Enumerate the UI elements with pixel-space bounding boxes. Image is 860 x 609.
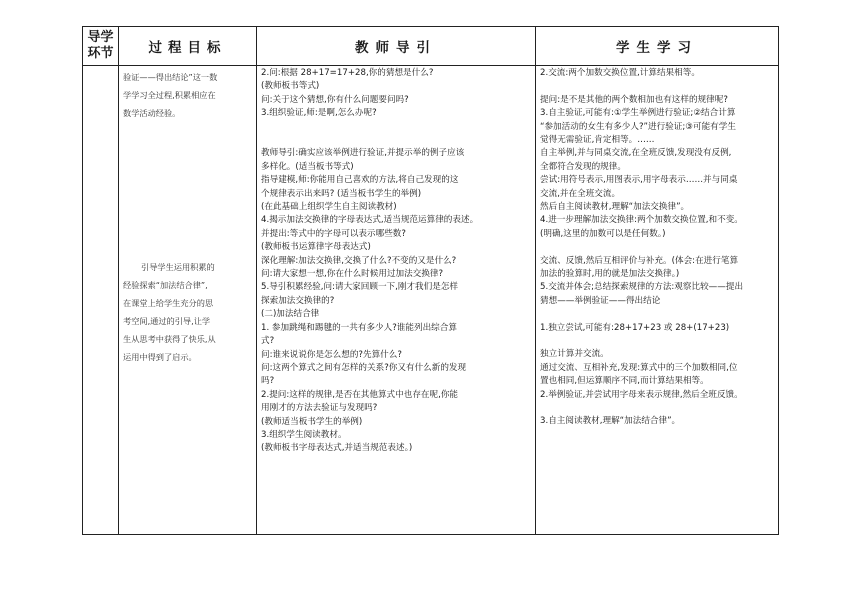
teacher-line: (教师适当板书学生的举例): [261, 416, 363, 427]
goal-text-2c: 在课堂上给学生充分的思: [123, 298, 214, 308]
teacher-guide-cell: [257, 66, 536, 535]
goal-text-1a: 验证——得出结论”这一数: [123, 72, 218, 82]
spacer: [261, 121, 532, 148]
student-line: 自主举例,并与同桌交流,在全班反馈,发现没有反例,: [540, 148, 732, 159]
spacer: [540, 335, 775, 348]
teacher-section-heading: (二)加法结合律: [261, 309, 320, 320]
goal-text-2d: 考空间,通过的引导,让学: [123, 316, 211, 326]
student-line: “参加活动的女生有多少人?”进行验证;③可能有学生: [540, 121, 736, 132]
student-line: 置也相同,但运算顺序不同,而计算结果相等。: [540, 376, 709, 387]
student-line: 3.自主阅读教材,理解“加法结合律”。: [540, 416, 681, 427]
teacher-line: 指导建模,师:你能用自己喜欢的方法,将自己发现的这: [261, 175, 459, 186]
teacher-line: 个规律表示出来吗? (适当板书学生的举例): [261, 188, 422, 199]
student-line: 交流、反馈,然后互相评价与补充。(体会:在进行笔算: [540, 255, 739, 266]
teacher-line: 2.问:根据 28+17=17+28,你的猜想是什么?: [261, 68, 434, 78]
student-line: 2.举例验证,并尝试用字母来表示规律,然后全班反馈。: [540, 389, 743, 400]
header-stage: [83, 27, 119, 66]
student-line: 猜想——举例验证——得出结论: [540, 295, 661, 306]
lesson-plan-table: [82, 26, 779, 535]
student-line: 提问:是不是其他的两个数相加也有这样的规律呢?: [540, 94, 728, 105]
teacher-line: 探索加法交换律的?: [261, 295, 335, 306]
goal-cell: [119, 66, 257, 535]
header-row: [83, 27, 779, 66]
teacher-line: (教师板书运算律字母表达式): [261, 242, 371, 253]
header-stage-line2: 环节: [87, 46, 114, 61]
teacher-line: 用刚才的方法去验证与发现吗?: [261, 403, 378, 414]
spacer: [540, 402, 775, 415]
student-line: 然后自主阅读教材,理解“加法交换律”。: [540, 202, 690, 213]
student-line: 通过交流、互相补充,发现:算式中的三个加数相同,位: [540, 362, 738, 373]
lesson-plan-sheet: [82, 26, 779, 536]
teacher-line: 式?: [261, 336, 275, 347]
teacher-line: 2.提问:这样的规律,是否在其他算式中也存在呢,你能: [261, 389, 459, 400]
stage-cell: [83, 66, 119, 535]
student-line: (明确,这里的加数可以是任何数。): [540, 228, 666, 239]
goal-text-2b: 经验探索“加法结合律”,: [123, 280, 208, 290]
teacher-line: (教师板书字母表达式,并适当规范表述。): [261, 443, 413, 454]
student-line: 2.交流:两个加数交换位置,计算结果相等。: [540, 68, 700, 78]
student-line: 觉得无需验证,肯定相等。……: [540, 135, 655, 146]
goal-text-2e: 生从思考中获得了快乐,从: [123, 334, 216, 344]
content-row: [83, 66, 779, 535]
teacher-line: 教师导引:确实应该举例进行验证,并提示举的例子应该: [261, 148, 465, 159]
student-line: 独立计算并交流。: [540, 349, 609, 360]
student-line: 3.自主验证,可能有:①学生举例进行验证;②结合计算: [540, 108, 736, 119]
teacher-line: 吗?: [261, 376, 275, 387]
goal-text-2f: 运用中得到了启示。: [123, 352, 197, 362]
teacher-line: 1. 参加跳绳和踢毽的一共有多少人?谁能列出综合算: [261, 322, 457, 333]
teacher-line: 深化理解:加法交换律,交换了什么?不变的又是什么?: [261, 255, 457, 266]
teacher-line: 多样化。(适当板书等式): [261, 161, 354, 172]
teacher-line: 并提出:等式中的字母可以表示哪些数?: [261, 228, 406, 239]
header-stage-line1: 导学: [87, 30, 114, 45]
spacer: [540, 241, 775, 254]
spacer: [540, 308, 775, 321]
student-line: 加法的验算时,用的就是加法交换律。): [540, 269, 680, 280]
goal-text-1b: 学学习全过程,积累相应在: [123, 90, 216, 100]
student-line: 1.独立尝试,可能有:28+17+23 或 28+(17+23): [540, 322, 730, 333]
student-line: 5.交流并体会;总结探索规律的方法:观察比较——提出: [540, 282, 744, 293]
teacher-line: 问:谁来说说你是怎么想的?先算什么?: [261, 349, 402, 360]
header-student: 学生学习: [536, 27, 779, 66]
teacher-line: 3.组织学生阅读教材。: [261, 429, 347, 440]
teacher-line: (教师板书等式): [261, 81, 320, 92]
student-line: 全都符合发现的规律。: [540, 161, 626, 172]
goal-text-2a: 引导学生运用积累的: [141, 262, 215, 272]
student-line: 交流,并在全班交流。: [540, 188, 621, 199]
header-goal: 过程目标: [119, 27, 257, 66]
teacher-line: 问:这两个算式之间有怎样的关系?你又有什么新的发现: [261, 362, 467, 373]
teacher-line: (在此基础上组织学生自主阅读教材): [261, 202, 397, 213]
teacher-line: 4.揭示加法交换律的字母表达式,适当规范运算律的表述。: [261, 215, 479, 226]
header-teacher: 教师导引: [257, 27, 536, 66]
spacer: [540, 80, 775, 93]
student-line: 尝试:用符号表示,用图表示,用字母表示……并与同桌: [540, 175, 738, 186]
goal-text-1c: 数学活动经验。: [123, 108, 181, 118]
student-learning-cell: [536, 66, 779, 535]
teacher-line: 问:关于这个猜想,你有什么问题要问吗?: [261, 94, 409, 105]
student-line: 4.进一步理解加法交换律:两个加数交换位置,和不变。: [540, 215, 743, 226]
teacher-line: 问:请大家想一想,你在什么时候用过加法交换律?: [261, 269, 444, 280]
teacher-line: 5.导引积累经验,问:请大家回顾一下,刚才我们是怎样: [261, 282, 459, 293]
teacher-line: 3.组织验证,师:是啊,怎么办呢?: [261, 108, 377, 119]
